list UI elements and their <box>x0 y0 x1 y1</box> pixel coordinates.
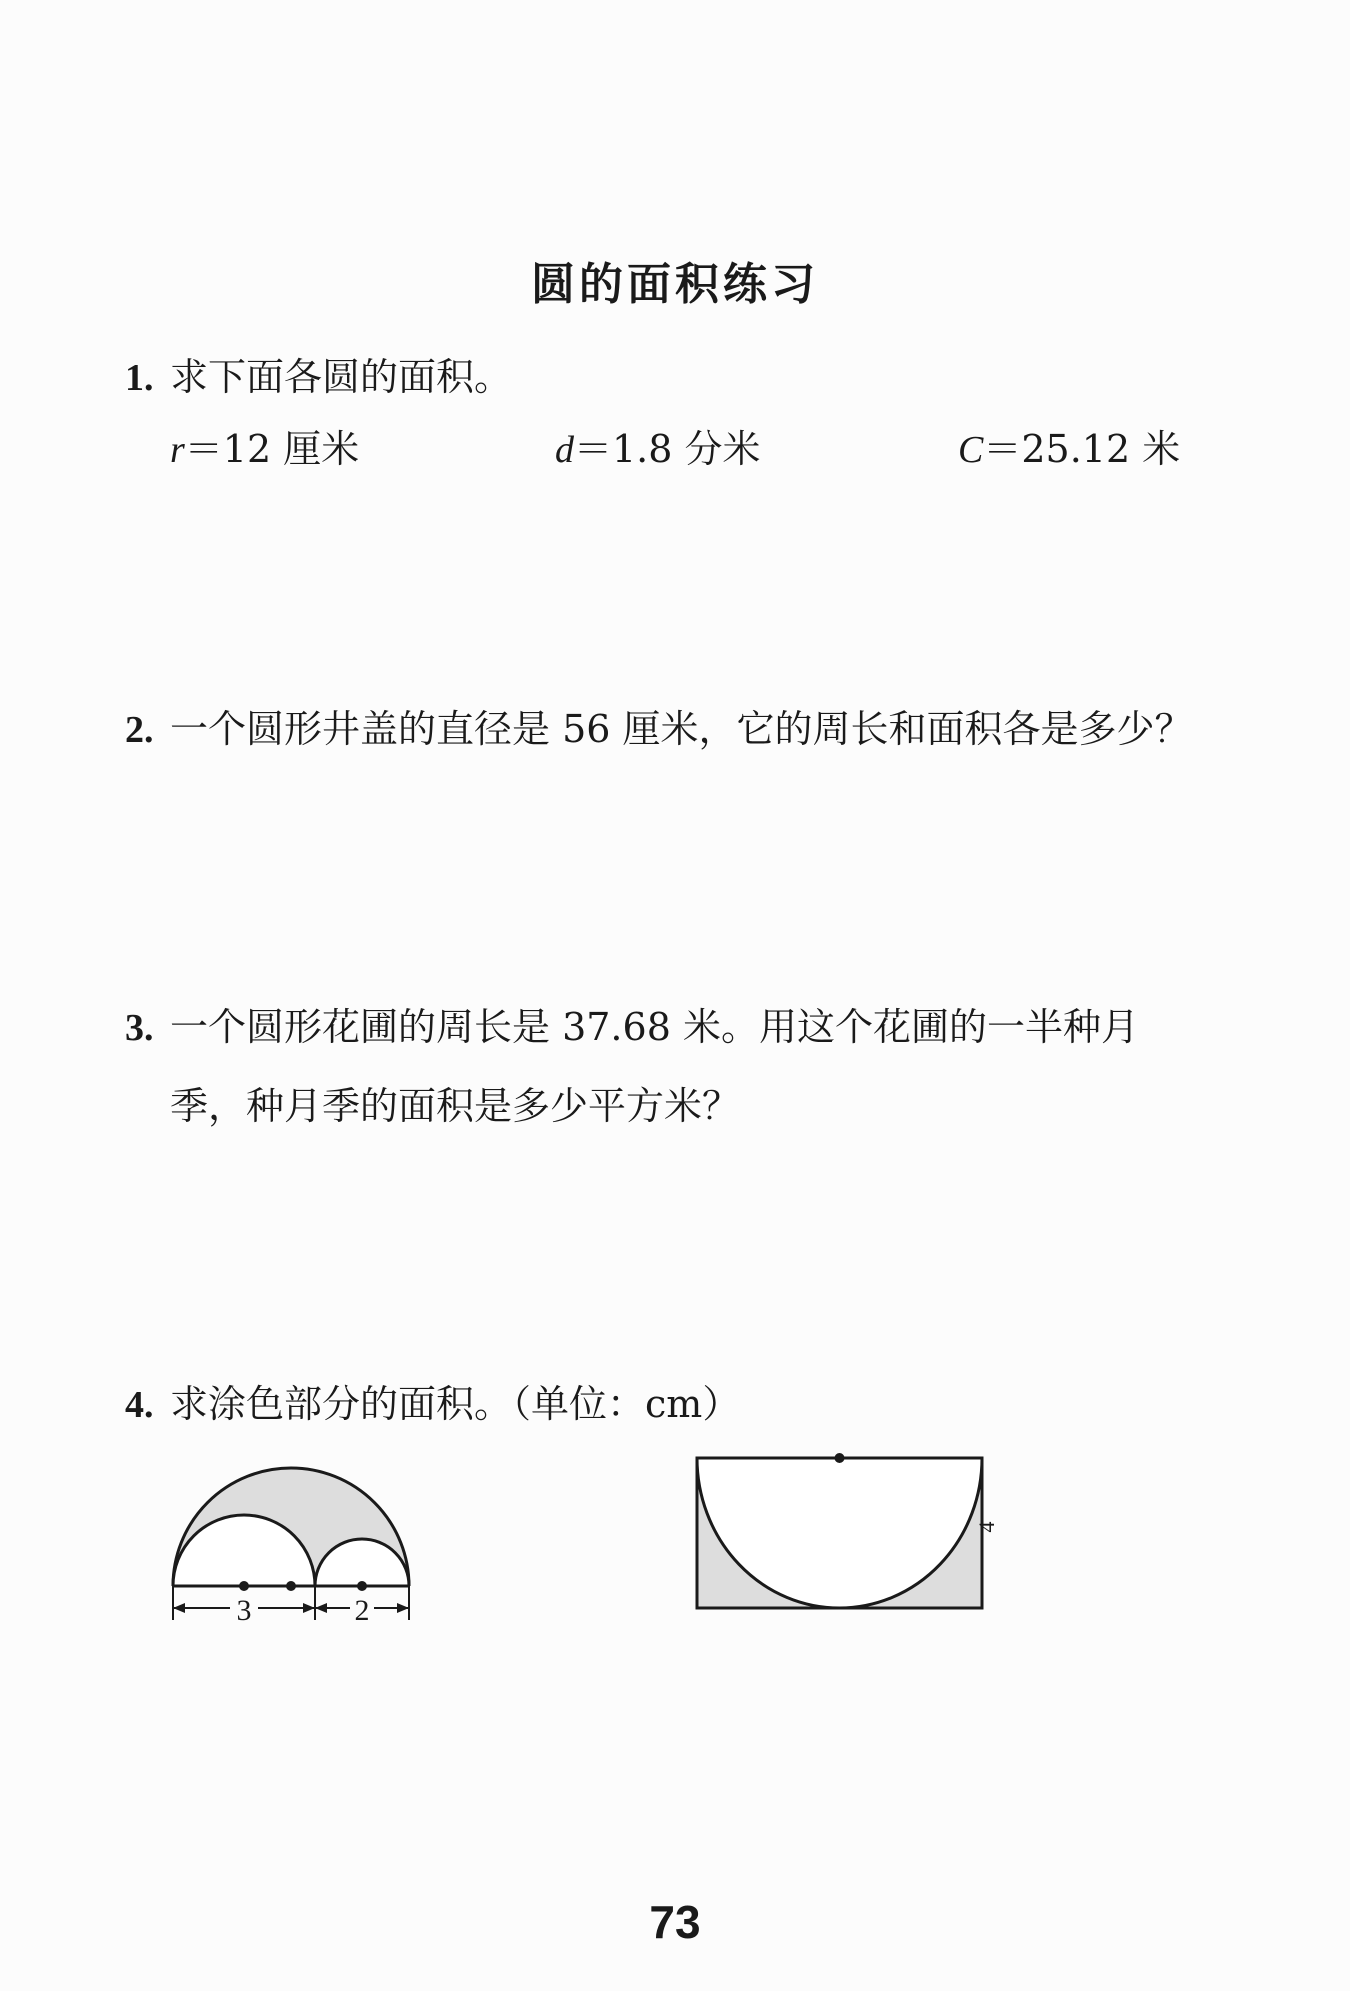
center-dot-big <box>286 1581 296 1591</box>
question-1-text: 求下面各圆的面积。 <box>170 355 513 399</box>
formula-circumference <box>958 418 1180 473</box>
center-dot-left <box>239 1581 249 1591</box>
formula-radius <box>170 418 359 473</box>
semicircle-center-dot <box>835 1453 845 1463</box>
figure-rectangle-semicircle <box>690 1450 1020 1625</box>
question-3 <box>125 988 1139 1145</box>
question-2-number: 2. <box>125 709 154 751</box>
formula-diameter-var: d <box>555 429 574 471</box>
dim-label-left: 3 <box>236 1594 252 1627</box>
arrow-left-start <box>173 1603 185 1613</box>
question-3-line2: 季，种月季的面积是多少平方米？ <box>170 1084 741 1128</box>
question-4-text: 求涂色部分的面积。（单位：cm） <box>170 1382 741 1426</box>
question-4-number: 4. <box>125 1384 154 1426</box>
formula-circumference-var: C <box>958 429 984 471</box>
page-title: 圆的面积练习 <box>531 259 819 310</box>
question-2-text: 一个圆形井盖的直径是 56 厘米，它的周长和面积各是多少？ <box>170 707 1193 751</box>
center-dot-right <box>357 1581 367 1591</box>
arrow-right-end <box>397 1603 409 1613</box>
formula-radius-value: ＝12 厘米 <box>184 427 360 471</box>
formula-diameter <box>555 418 761 473</box>
figure-semicircles <box>150 1440 440 1630</box>
formula-circumference-value: ＝25.12 米 <box>983 427 1181 471</box>
question-2 <box>125 690 1193 769</box>
formula-diameter-value: ＝1.8 分米 <box>574 427 761 471</box>
question-4 <box>125 1365 740 1444</box>
question-3-number: 3. <box>125 1007 154 1049</box>
arrow-right-start <box>315 1603 327 1613</box>
arrow-left-end <box>303 1603 315 1613</box>
question-3-line1: 一个圆形花圃的周长是 37.68 米。用这个花圃的一半种月 <box>170 1005 1139 1049</box>
formula-radius-var: r <box>170 429 185 471</box>
side-label: 4 <box>974 1521 999 1533</box>
question-1-number: 1. <box>125 357 154 399</box>
question-1 <box>125 338 512 417</box>
page-number: 73 <box>649 1896 701 1948</box>
dim-label-right: 2 <box>354 1594 370 1627</box>
